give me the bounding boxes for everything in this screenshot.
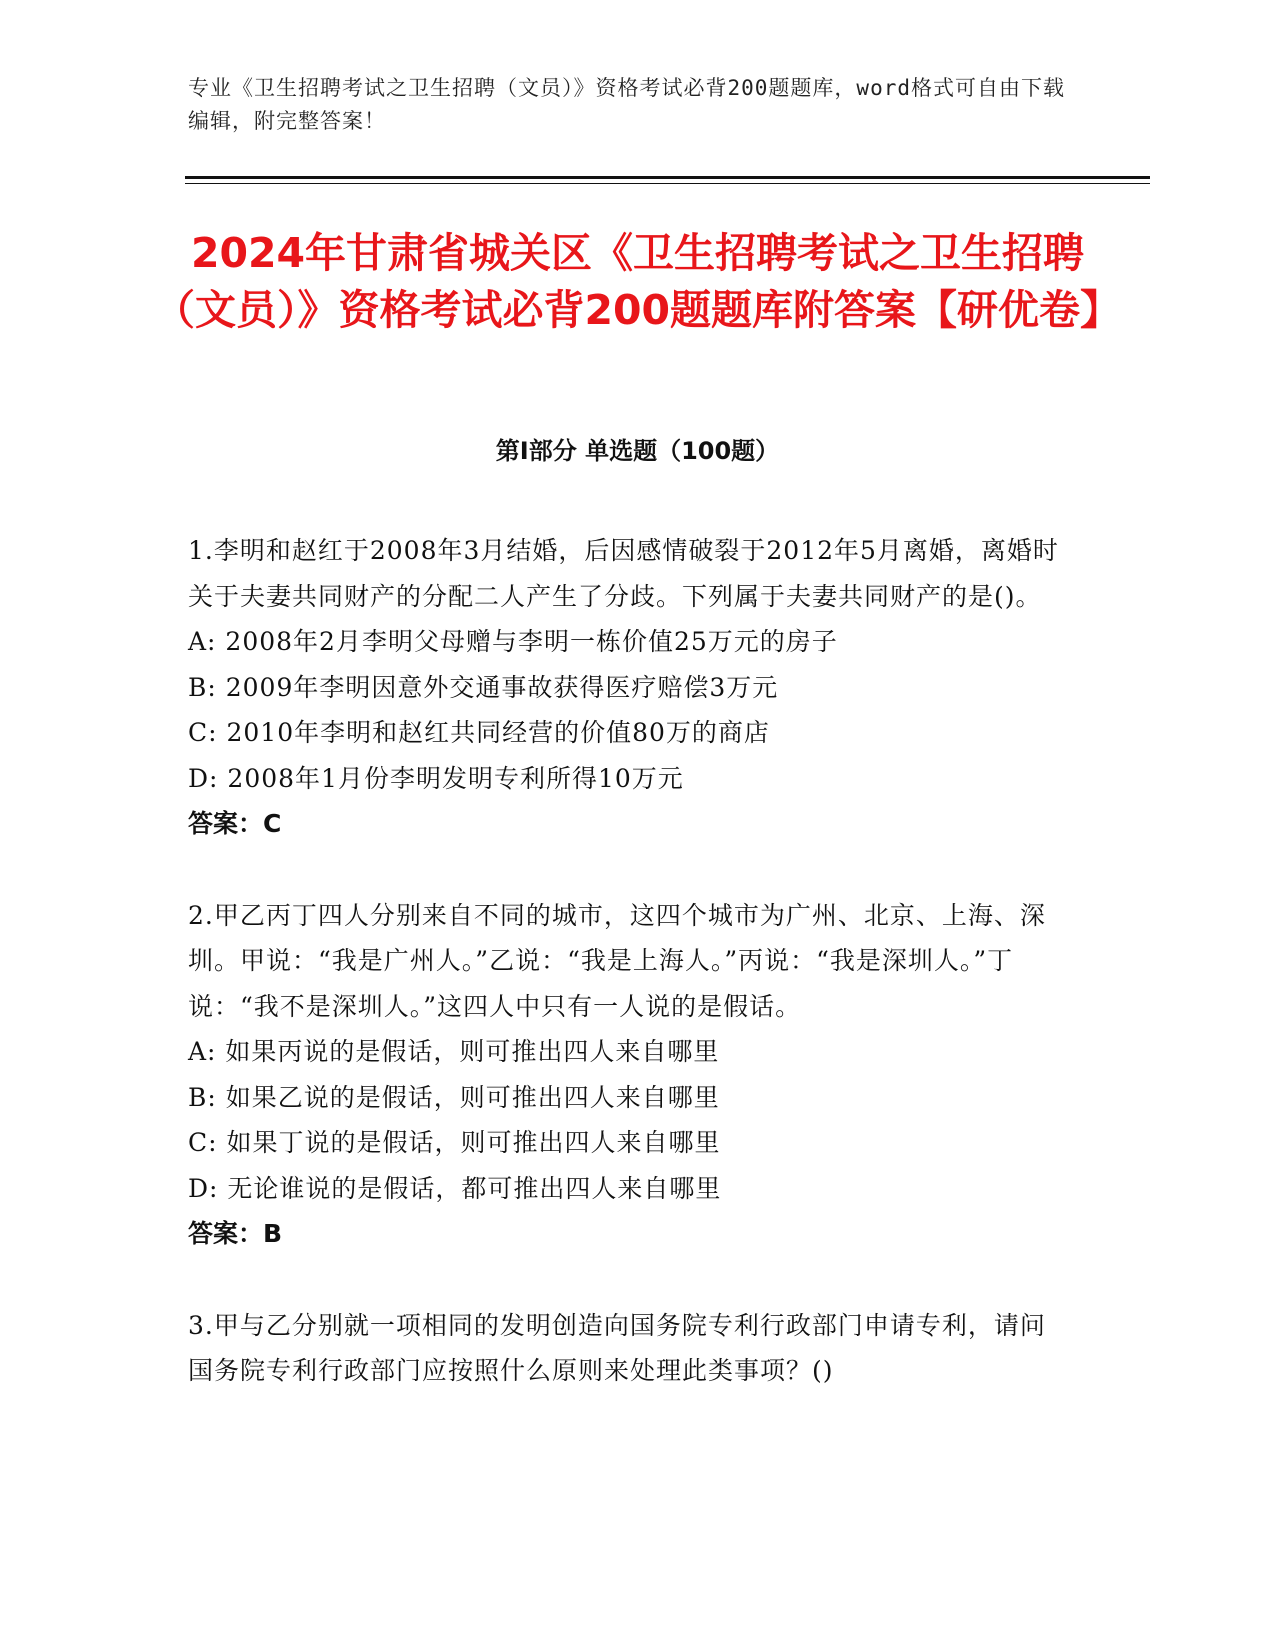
option-d: D: 无论谁说的是假话，都可推出四人来自哪里 (188, 1173, 722, 1203)
option-a: A: 如果丙说的是假话，则可推出四人来自哪里 (188, 1037, 720, 1066)
option-d: D: 2008年1月份李明发明专利所得10万元 (188, 763, 684, 793)
question-stem: 1.李明和赵红于2008年3月结婚，后因感情破裂于2012年5月离婚，离婚时关于夫妻共同财产的分配二人产生了分歧。下列属于夫妻共同财产的是()。 (188, 536, 1059, 611)
option-c: C: 2010年李明和赵红共同经营的价值80万的商店 (188, 718, 770, 747)
question-3 (188, 1303, 1068, 1394)
section-heading: 第I部分 单选题（100题） (495, 437, 780, 465)
option-c: C: 如果丁说的是假话，则可推出四人来自哪里 (188, 1128, 721, 1157)
option-b: B: 如果乙说的是假话，则可推出四人来自哪里 (188, 1082, 720, 1112)
header-rule-thick (185, 176, 1150, 179)
option-b: B: 2009年李明因意外交通事故获得医疗赔偿3万元 (188, 672, 779, 702)
header-rule-thin (185, 183, 1150, 184)
option-a: A: 2008年2月李明父母赠与李明一栋价值25万元的房子 (188, 627, 838, 656)
header-note: 专业《卫生招聘考试之卫生招聘（文员）》资格考试必背200题题库，word格式可自由下载编辑，附完整答案！ (188, 76, 1065, 133)
question-2 (188, 893, 1068, 1257)
answer: 答案：B (188, 1219, 283, 1248)
question-stem: 2.甲乙丙丁四人分别来自不同的城市，这四个城市为广州、北京、上海、深圳。甲说：“我是广州人。”乙说：“我是上海人。”丙说：“我是深圳人。”丁说：“我不是深圳人。”这四人中只有一人说的是假话。 (188, 900, 1046, 1021)
answer: 答案：C (188, 809, 282, 838)
question-1 (188, 528, 1068, 847)
document-title: 2024年甘肃省城关区《卫生招聘考试之卫生招聘（文员）》资格考试必背200题题库附答案【研优卷】 (153, 229, 1122, 334)
question-list (188, 528, 1068, 1440)
question-stem: 3.甲与乙分别就一项相同的发明创造向国务院专利行政部门申请专利，请问国务院专利行政部门应按照什么原则来处理此类事项？() (188, 1310, 1046, 1385)
